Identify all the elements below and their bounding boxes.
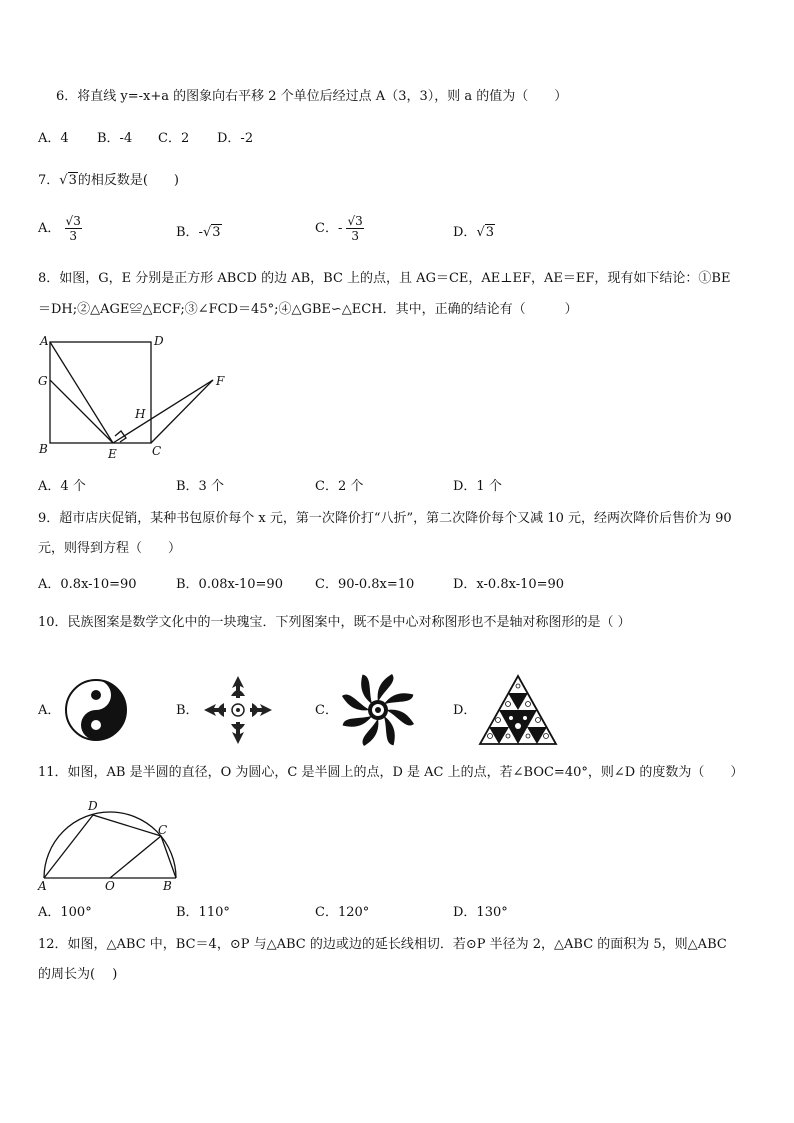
q9-stem-line-1: 9．超市店庆促销，某种书包原价每个 x 元，第一次降价打“八折”，第二次降价每个又减 10 元，经两次降价后售价为 90 [38,511,732,526]
pinwheel-flower-icon [340,672,416,748]
q7-stem-suffix: 的相反数是( ) [77,173,180,188]
q9-option-a: A．0.8x-10=90 [38,577,137,592]
q8-figure [30,332,270,462]
label-b: B [163,879,172,893]
q9-option-b: B．0.08x-10=90 [176,577,283,592]
q9-stem-line-2: 元，则得到方程（ ） [38,541,182,556]
q11-option-b: B．110° [176,905,230,920]
q9-option-c: C．90-0.8x=10 [315,577,415,592]
q6-option-c: C．2 [158,131,190,146]
q11-figure [36,796,186,896]
label-o: O [105,879,115,893]
sqrt-symbol: √3 [59,173,77,188]
q11-option-c: C．120° [315,905,370,920]
radicand: 3 [355,214,363,228]
segment-cb [161,836,176,878]
label-h: H [135,407,146,421]
semicircle-arc [44,812,176,878]
q9-option-d: D．x-0.8x-10=90 [453,577,565,592]
q7-stem [38,172,179,190]
label-a: A [40,334,49,348]
q12-stem-line-1: 12．如图，△ABC 中，BC＝4，⊙P 与△ABC 的边或边的延长线相切．若⊙P 半径为 2，△ABC 的面积为 5，则△ABC [38,937,727,952]
q8-option-b: B．3 个 [176,479,224,494]
q7-option-c [315,214,364,243]
q7-option-a-label: A． [38,221,61,236]
fraction-numerator: √3 [347,214,363,228]
segment-ae [50,342,113,443]
q10-option-c: C． [315,703,338,718]
q7-option-b [176,224,222,242]
q12-stem-line-2: 的周长为( ) [38,967,118,982]
q10-option-a: A． [38,703,61,718]
fraction-numerator: √3 [65,214,81,228]
segment-oc [110,836,161,878]
label-a: A [38,879,47,893]
label-b: B [39,442,48,456]
segment-ge [50,380,113,443]
q7-stem-radicand: 3 [68,173,77,188]
q7-option-a [38,214,82,243]
q11-stem: 11．如图，AB 是半圆的直径，O 为圆心，C 是半圆上的点，D 是 AC 上的点，若∠BOC=40°，则∠D 的度数为（ ） [38,765,744,780]
radicand: 3 [73,214,81,228]
q8-option-d: D．1 个 [453,479,502,494]
label-d: D [88,799,98,813]
label-g: G [38,374,48,388]
fraction [346,214,363,243]
q7-option-c-label: C．- [315,221,343,236]
fraction-denominator: 3 [351,229,359,243]
label-d: D [154,334,164,348]
triangle-ornament-icon [478,674,558,746]
q8-stem-line-1: 8．如图，G，E 分别是正方形 ABCD 的边 AB，BC 上的点，且 AG＝CE，AE⊥EF，AE＝EF，现有如下结论：①BE [38,271,731,286]
q10-option-b: B． [176,703,199,718]
sqrt-symbol: √3 [476,225,495,240]
q8-option-a: A．4 个 [38,479,86,494]
radicand: 3 [212,225,221,240]
label-e: E [108,447,117,461]
q10-stem: 10．民族图案是数学文化中的一块瑰宝．下列图案中，既不是中心对称图形也不是轴对称图形的是（ ） [38,615,631,630]
q8-option-c: C．2 个 [315,479,364,494]
q7-option-d-label: D． [453,225,477,240]
q11-option-d: D．130° [453,905,508,920]
q6-option-a: A．4 [38,131,69,146]
label-c: C [158,823,168,837]
q10-option-d: D． [453,703,477,718]
segment-cf [151,380,213,443]
segment-ef [113,380,213,443]
q11-option-a: A．100° [38,905,92,920]
yin-yang-icon [64,678,128,742]
q7-option-d [453,224,495,242]
q7-stem-prefix: 7． [38,173,60,188]
radicand: 3 [485,225,495,240]
four-arrow-ornament-icon [202,674,274,746]
q6-option-b: B．-4 [97,131,133,146]
q7-option-b-label: B．- [176,225,203,240]
fraction [65,214,82,243]
label-f: F [216,374,225,388]
q8-stem-line-2: ＝DH;②△AGE≌△ECF;③∠FCD＝45°;④△GBE∽△ECH．其中，正确的结论有（ ） [38,302,578,317]
q6-option-d: D．-2 [217,131,254,146]
fraction-denominator: 3 [69,229,77,243]
label-c: C [152,444,162,458]
sqrt-symbol: √3 [202,225,221,240]
q6-stem: 6．将直线 y=-x+a 的图象向右平移 2 个单位后经过点 A（3，3），则 a 的值为（ ） [56,89,568,104]
